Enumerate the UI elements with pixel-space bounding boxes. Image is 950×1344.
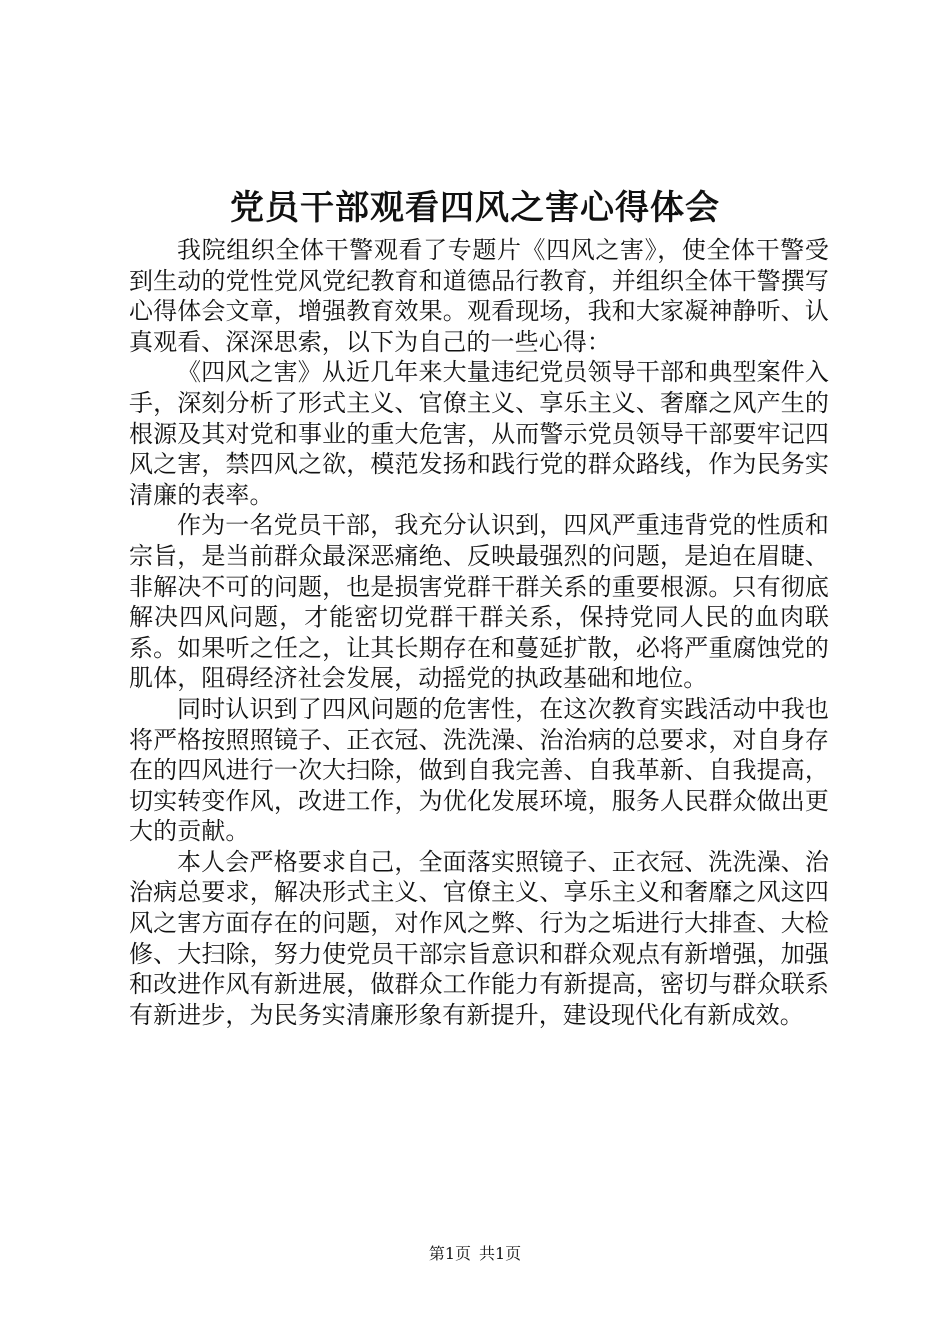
paragraph-1: 我院组织全体干警观看了专题片《四风之害》，使全体干警受到生动的党性党风党纪教育和道德品行教育，并组织全体干警撰写心得体会文章，增强教育效果。观看现场，我和大家凝神静听、认真观看、深深思索，以下为自己的一些心得： [129,236,829,356]
paragraph-5: 本人会严格要求自己，全面落实照镜子、正衣冠、洗洗澡、治治病总要求，解决形式主义、官僚主义、享乐主义和奢靡之风这四风之害方面存在的问题，对作风之弊、行为之垢进行大排查、大检修、大扫除，努力使党员干部宗旨意识和群众观点有新增强，加强和改进作风有新进展，做群众工作能力有新提高，密切与群众联系有新进步，为民务实清廉形象有新提升，建设现代化有新成效。 [129,847,829,1029]
page-number: 第1页 [428,1244,471,1263]
document-body [129,235,829,1030]
page-footer [0,1243,950,1265]
page-total: 共1页 [479,1244,522,1263]
paragraph-4: 同时认识到了四风问题的危害性，在这次教育实践活动中我也将严格按照照镜子、正衣冠、洗洗澡、治治病的总要求，对自身存在的四风进行一次大扫除，做到自我完善、自我革新、自我提高，切实转变作风，改进工作，为优化发展环境，服务人民群众做出更大的贡献。 [129,694,829,846]
paragraph-3: 作为一名党员干部，我充分认识到，四风严重违背党的性质和宗旨，是当前群众最深恶痛绝、反映最强烈的问题，是迫在眉睫、非解决不可的问题，也是损害党群干群关系的重要根源。只有彻底解决四风问题，才能密切党群干群关系，保持党同人民的血肉联系。如果听之任之，让其长期存在和蔓延扩散，必将严重腐蚀党的肌体，阻碍经济社会发展，动摇党的执政基础和地位。 [129,511,829,693]
paragraph-2: 《四风之害》从近几年来大量违纪党员领导干部和典型案件入手，深刻分析了形式主义、官僚主义、享乐主义、奢靡之风产生的根源及其对党和事业的重大危害，从而警示党员领导干部要牢记四风之害，禁四风之欲，模范发扬和践行党的群众路线，作为民务实清廉的表率。 [129,358,829,509]
document-title: 党员干部观看四风之害心得体会 [230,188,720,228]
